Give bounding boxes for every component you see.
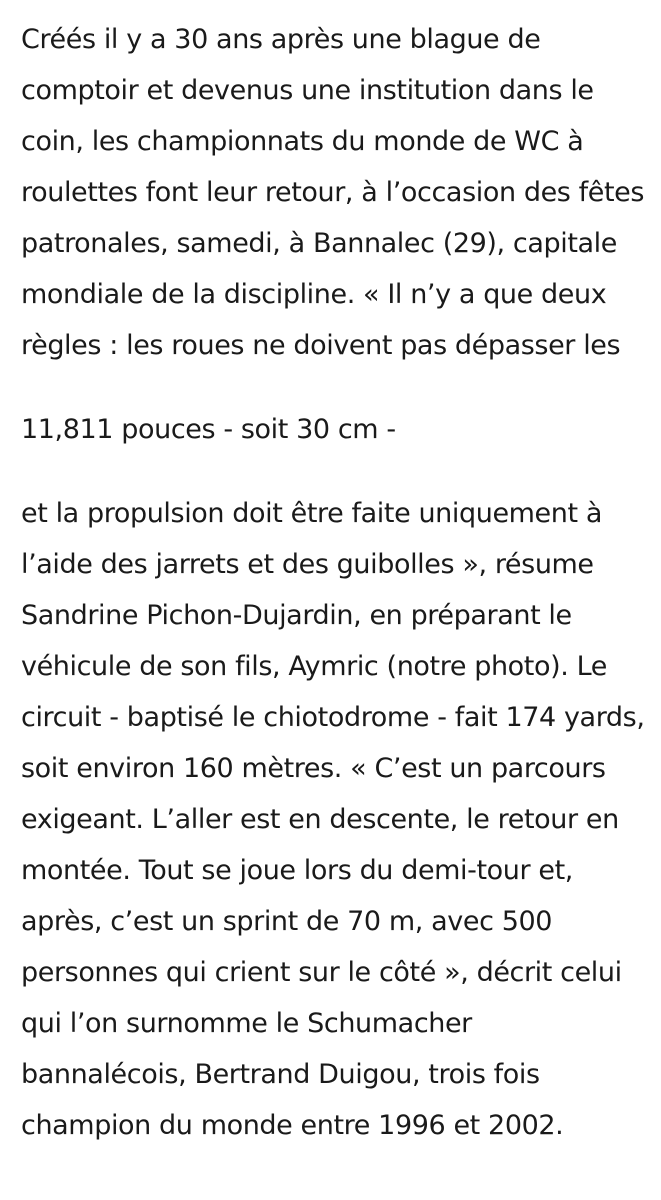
paragraph-details: et la propulsion doit être faite uniquement à l’aide des jarrets et des guibolles », résume Sandrine Pichon-Dujardin, en préparant le véhicule de son fils, Aymric (notre photo). Le circuit - baptisé le chiotodrome - fait 174 yards, soit environ 160 mètres. « C’est un parcours exigeant. L’aller est en descente, le retour en montée. Tout se joue lors du demi-tour et, après, c’est un sprint de 70 m, avec 500 personnes qui crient sur le côté », décrit celui qui l’on surnomme le Schumacher bannalécois, Bertrand Duigou, trois fois champion du monde entre 1996 et 2002. xyxy=(21,498,645,1141)
article-body xyxy=(21,14,645,1151)
paragraph-intro: Créés il y a 30 ans après une blague de comptoir et devenus une institution dans le coin, les championnats du monde de WC à roulettes font leur retour, à l’occasion des fêtes patronales, samedi, à Bannalec (29), capitale mondiale de la discipline. « Il n’y a que deux règles : les roues ne doivent pas dépasser les xyxy=(21,24,645,361)
paragraph-measure: 11,811 pouces - soit 30 cm - xyxy=(21,414,396,445)
